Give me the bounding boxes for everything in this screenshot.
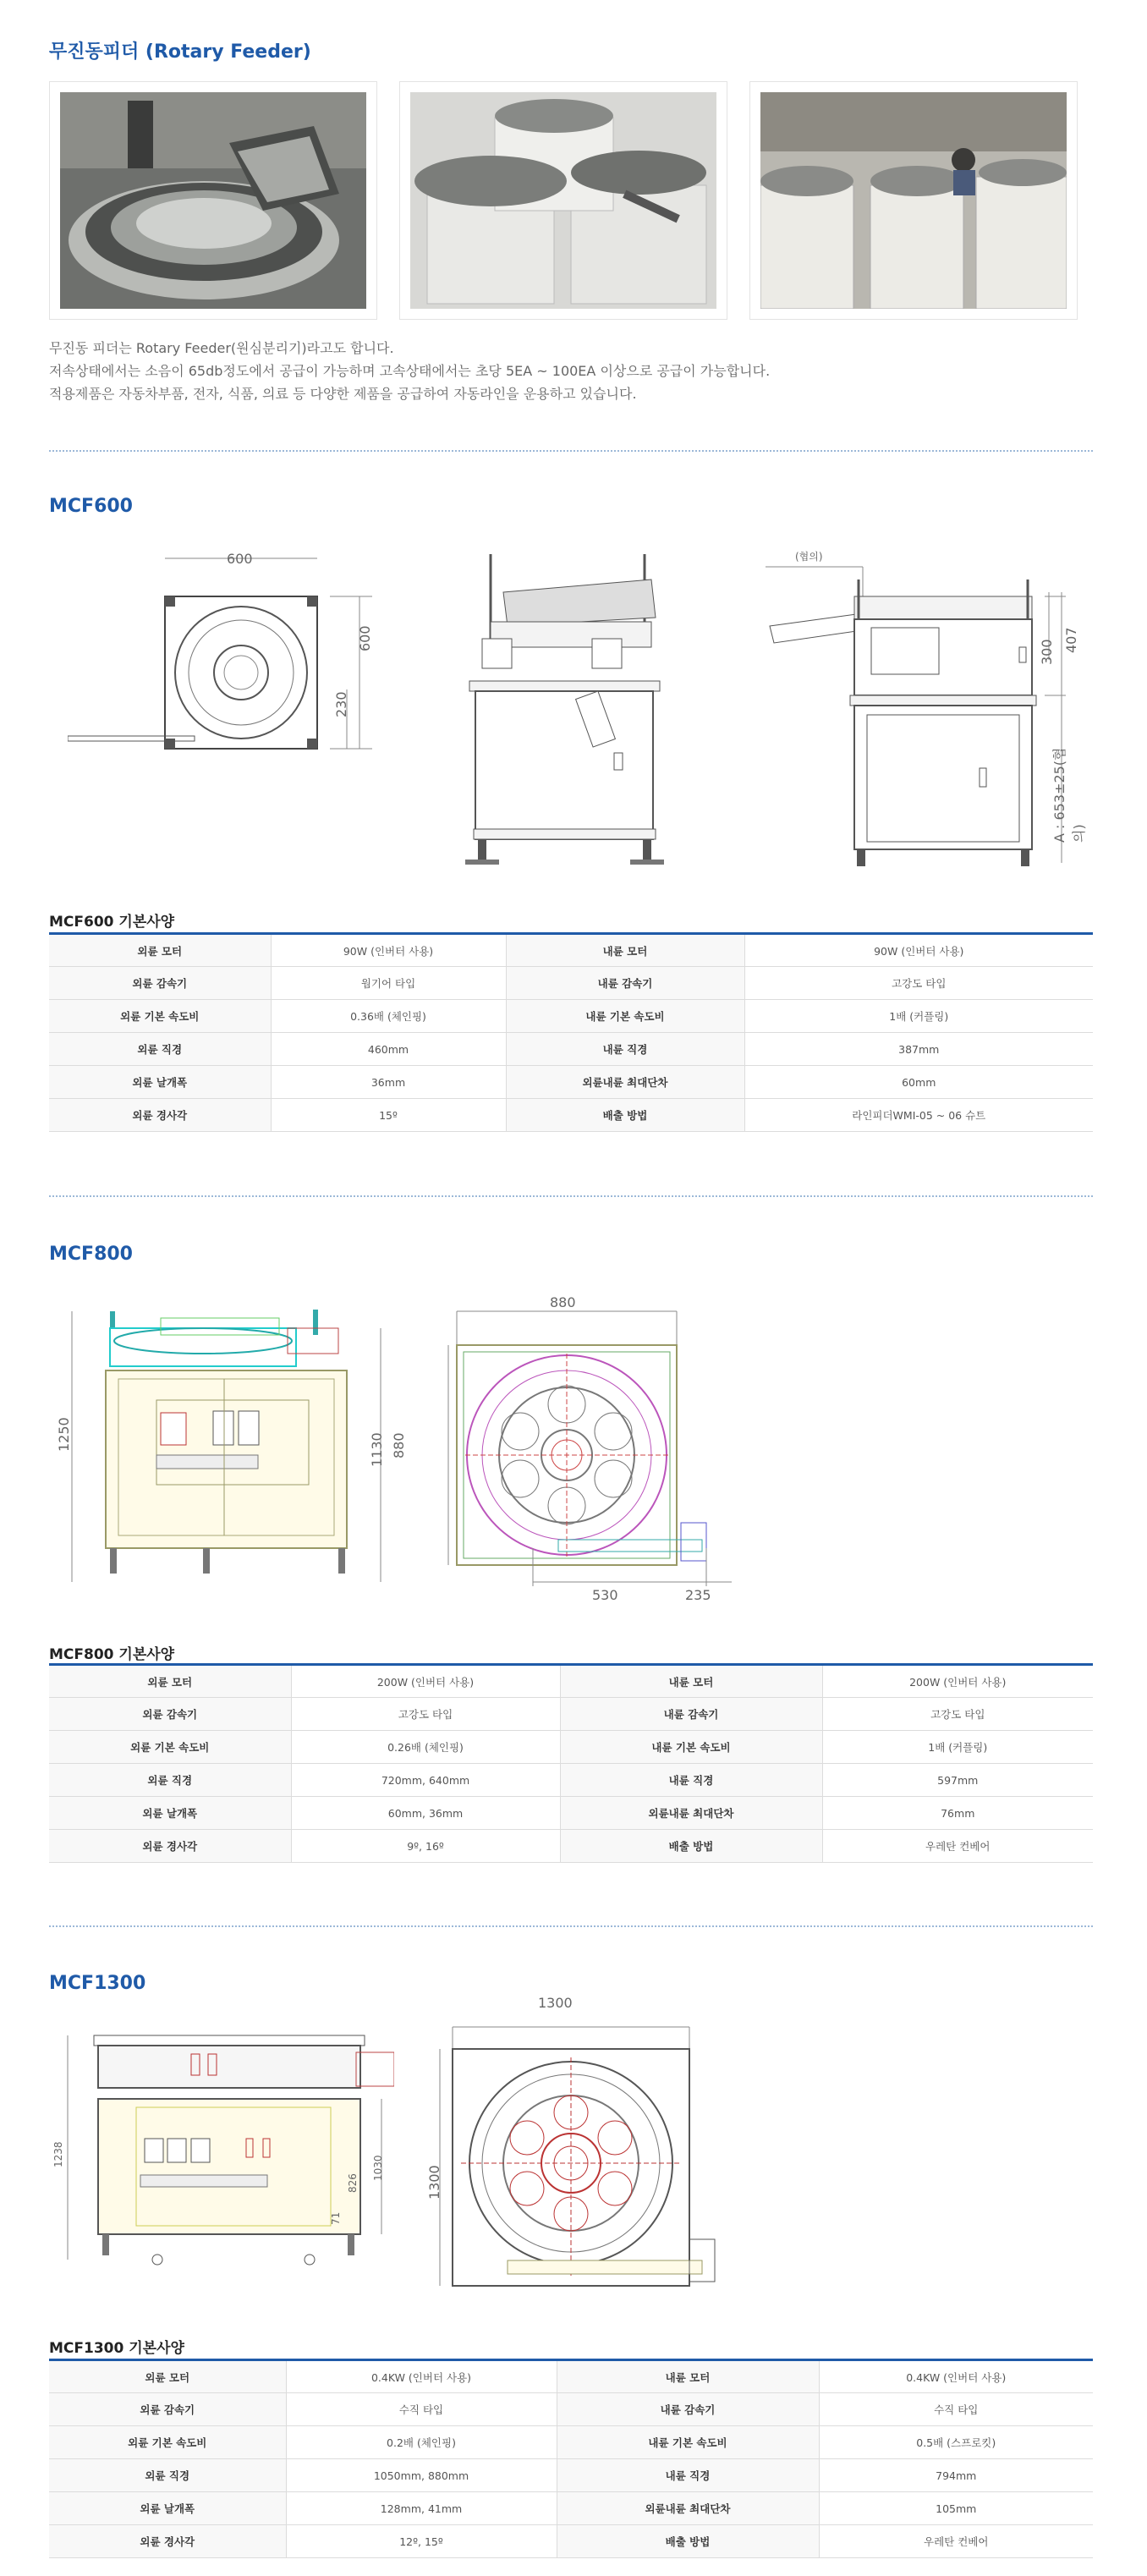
spec-value: 웜기어 타입 xyxy=(271,967,506,1000)
spec-value: 105mm xyxy=(819,2492,1093,2525)
table-row xyxy=(49,2360,1093,2393)
mcf800-front-view-drawing xyxy=(59,1294,398,1594)
table-row xyxy=(49,1797,1093,1830)
mcf800-spec-title: MCF800 기본사양 xyxy=(49,1646,175,1663)
mcf800-dim-bottom-2: 235 xyxy=(685,1587,711,1603)
mcf1300-dim-height: 1238 xyxy=(52,2141,64,2167)
spec-value: 1배 (커플링) xyxy=(744,1000,1093,1033)
mcf1300-spec-table xyxy=(49,2359,1093,2558)
table-row xyxy=(49,934,1093,967)
spec-key: 외륜 직경 xyxy=(49,1033,271,1066)
mcf1300-title: MCF1300 xyxy=(49,1973,146,1994)
intro-description xyxy=(49,337,770,405)
table-row xyxy=(49,1830,1093,1863)
spec-key: 배출 방법 xyxy=(557,2525,819,2558)
spec-key: 내륜 감속기 xyxy=(560,1698,822,1731)
spec-key: 내륜 모터 xyxy=(557,2360,819,2393)
spec-key: 외륜 감속기 xyxy=(49,2393,286,2426)
spec-key: 외륜 모터 xyxy=(49,934,271,967)
spec-value: 90W (인버터 사용) xyxy=(744,934,1093,967)
mcf1300-dim-height-5: 1300 xyxy=(426,2165,442,2200)
section-divider xyxy=(49,1195,1093,1197)
spec-key: 외륜 날개폭 xyxy=(49,2492,286,2525)
spec-value: 128mm, 41mm xyxy=(286,2492,557,2525)
mcf1300-dim-height-2: 1030 xyxy=(372,2155,384,2181)
description-line-1: 무진동 피더는 Rotary Feeder(원심분리기)라고도 합니다. xyxy=(49,340,394,356)
spec-key: 외륜내륜 최대단차 xyxy=(557,2492,819,2525)
spec-value: 0.26배 (체인핑) xyxy=(291,1731,560,1764)
spec-value: 15º xyxy=(271,1099,506,1132)
mcf600-top-view-lines xyxy=(68,541,389,765)
spec-value: 수직 타입 xyxy=(286,2393,557,2426)
spec-value: 9º, 16º xyxy=(291,1830,560,1863)
table-row xyxy=(49,2393,1093,2426)
mcf1300-top-view-drawing xyxy=(423,2015,744,2315)
table-row xyxy=(49,1665,1093,1698)
spec-value: 90W (인버터 사용) xyxy=(271,934,506,967)
spec-value: 우레탄 컨베어 xyxy=(822,1830,1093,1863)
spec-key: 외륜 모터 xyxy=(49,1665,291,1698)
mcf800-spec-table xyxy=(49,1663,1093,1863)
mcf800-dim-height: 1250 xyxy=(56,1417,72,1452)
spec-key: 내륜 직경 xyxy=(506,1033,744,1066)
table-row xyxy=(49,2426,1093,2459)
product-photo-1 xyxy=(49,81,377,320)
spec-value: 0.4KW (인버터 사용) xyxy=(286,2360,557,2393)
mcf600-side-view-drawing xyxy=(744,541,1083,883)
description-line-2: 저속상태에서는 소음이 65db정도에서 공급이 가능하며 고속상태에서는 초당 5EA ~ 100EA 이상으로 공급이 가능합니다. xyxy=(49,363,771,379)
spec-value: 0.5배 (스프로킷) xyxy=(819,2426,1093,2459)
spec-key: 내륜 감속기 xyxy=(506,967,744,1000)
spec-value: 우레탄 컨베어 xyxy=(819,2525,1093,2558)
spec-value: 고강도 타입 xyxy=(822,1698,1093,1731)
table-row xyxy=(49,1033,1093,1066)
spec-value: 1배 (커플링) xyxy=(822,1731,1093,1764)
spec-key: 내륜 기본 속도비 xyxy=(506,1000,744,1033)
mcf800-title: MCF800 xyxy=(49,1244,133,1265)
table-row xyxy=(49,1099,1093,1132)
page-title: 무진동피더 (Rotary Feeder) xyxy=(49,41,311,63)
spec-value: 고강도 타입 xyxy=(744,967,1093,1000)
spec-key: 내륜 직경 xyxy=(557,2459,819,2492)
mcf600-dim-side-h3: A : 653±25(협의) xyxy=(1051,747,1087,843)
spec-key: 외륜 기본 속도비 xyxy=(49,1000,271,1033)
mcf800-dim-height-3: 880 xyxy=(391,1432,407,1458)
spec-key: 외륜 경사각 xyxy=(49,2525,286,2558)
spec-key: 내륜 직경 xyxy=(560,1764,822,1797)
spec-key: 내륜 기본 속도비 xyxy=(560,1731,822,1764)
table-row xyxy=(49,1731,1093,1764)
mcf800-top-view-drawing xyxy=(440,1294,744,1602)
spec-key: 외륜 감속기 xyxy=(49,967,271,1000)
mcf1300-dim-height-3: 826 xyxy=(347,2173,359,2193)
mcf600-front-view-drawing xyxy=(448,541,668,875)
spec-value: 고강도 타입 xyxy=(291,1698,560,1731)
mcf1300-front-view-drawing xyxy=(56,2019,394,2276)
spec-key: 외륜 경사각 xyxy=(49,1830,291,1863)
table-row xyxy=(49,967,1093,1000)
spec-value: 387mm xyxy=(744,1033,1093,1066)
spec-value: 460mm xyxy=(271,1033,506,1066)
spec-value: 1050mm, 880mm xyxy=(286,2459,557,2492)
spec-value: 0.2배 (체인핑) xyxy=(286,2426,557,2459)
mcf1300-dim-width: 1300 xyxy=(538,1995,573,2011)
spec-value: 라인피더WMI-05 ~ 06 슈트 xyxy=(744,1099,1093,1132)
spec-value: 12º, 15º xyxy=(286,2525,557,2558)
spec-key: 외륜 직경 xyxy=(49,2459,286,2492)
table-row xyxy=(49,1764,1093,1797)
spec-key: 외륜 날개폭 xyxy=(49,1066,271,1099)
spec-key: 외륜 감속기 xyxy=(49,1698,291,1731)
spec-value: 200W (인버터 사용) xyxy=(822,1665,1093,1698)
table-row xyxy=(49,2459,1093,2492)
table-row xyxy=(49,2525,1093,2558)
mcf600-dim-height-2: 230 xyxy=(333,691,349,717)
product-photo-2 xyxy=(399,81,727,320)
section-divider xyxy=(49,1925,1093,1927)
mcf600-title: MCF600 xyxy=(49,496,133,517)
spec-key: 외륜내륜 최대단차 xyxy=(506,1066,744,1099)
product-photo-3 xyxy=(749,81,1078,320)
spec-value: 794mm xyxy=(819,2459,1093,2492)
spec-key: 내륜 기본 속도비 xyxy=(557,2426,819,2459)
mcf800-dim-bottom-1: 530 xyxy=(592,1587,618,1603)
description-line-3: 적용제품은 자동차부품, 전자, 식품, 의료 등 다양한 제품을 공급하여 자동라인을 운용하고 있습니다. xyxy=(49,386,637,402)
mcf600-spec-title: MCF600 기본사양 xyxy=(49,914,175,931)
spec-key: 외륜 모터 xyxy=(49,2360,286,2393)
spec-value: 60mm xyxy=(744,1066,1093,1099)
spec-key: 외륜 경사각 xyxy=(49,1099,271,1132)
mcf600-dim-width: 600 xyxy=(227,551,253,567)
spec-value: 720mm, 640mm xyxy=(291,1764,560,1797)
mcf600-spec-table xyxy=(49,932,1093,1132)
mcf600-dim-side-top: (협의) xyxy=(795,551,823,563)
spec-key: 외륜 직경 xyxy=(49,1764,291,1797)
spec-key: 배출 방법 xyxy=(506,1099,744,1132)
spec-value: 36mm xyxy=(271,1066,506,1099)
spec-key: 외륜 기본 속도비 xyxy=(49,1731,291,1764)
mcf800-dim-height-2: 1130 xyxy=(369,1432,385,1467)
table-row xyxy=(49,1066,1093,1099)
spec-value: 수직 타입 xyxy=(819,2393,1093,2426)
table-row xyxy=(49,1000,1093,1033)
spec-value: 200W (인버터 사용) xyxy=(291,1665,560,1698)
spec-key: 내륜 모터 xyxy=(506,934,744,967)
spec-key: 외륜내륜 최대단차 xyxy=(560,1797,822,1830)
spec-value: 0.4KW (인버터 사용) xyxy=(819,2360,1093,2393)
spec-key: 내륜 모터 xyxy=(560,1665,822,1698)
spec-key: 외륜 기본 속도비 xyxy=(49,2426,286,2459)
spec-key: 내륜 감속기 xyxy=(557,2393,819,2426)
mcf800-dim-width: 880 xyxy=(550,1294,576,1310)
spec-key: 외륜 날개폭 xyxy=(49,1797,291,1830)
mcf600-dim-side-h1: 300 xyxy=(1039,639,1055,665)
spec-key: 배출 방법 xyxy=(560,1830,822,1863)
spec-value: 0.36배 (체인핑) xyxy=(271,1000,506,1033)
mcf600-dim-side-h2: 407 xyxy=(1063,627,1079,653)
mcf1300-dim-height-4: 71 xyxy=(330,2211,342,2225)
section-divider xyxy=(49,450,1093,452)
spec-value: 60mm, 36mm xyxy=(291,1797,560,1830)
mcf1300-spec-title: MCF1300 기본사양 xyxy=(49,2340,184,2357)
spec-value: 597mm xyxy=(822,1764,1093,1797)
mcf600-dim-height: 600 xyxy=(357,625,373,651)
spec-value: 76mm xyxy=(822,1797,1093,1830)
table-row xyxy=(49,1698,1093,1731)
table-row xyxy=(49,2492,1093,2525)
